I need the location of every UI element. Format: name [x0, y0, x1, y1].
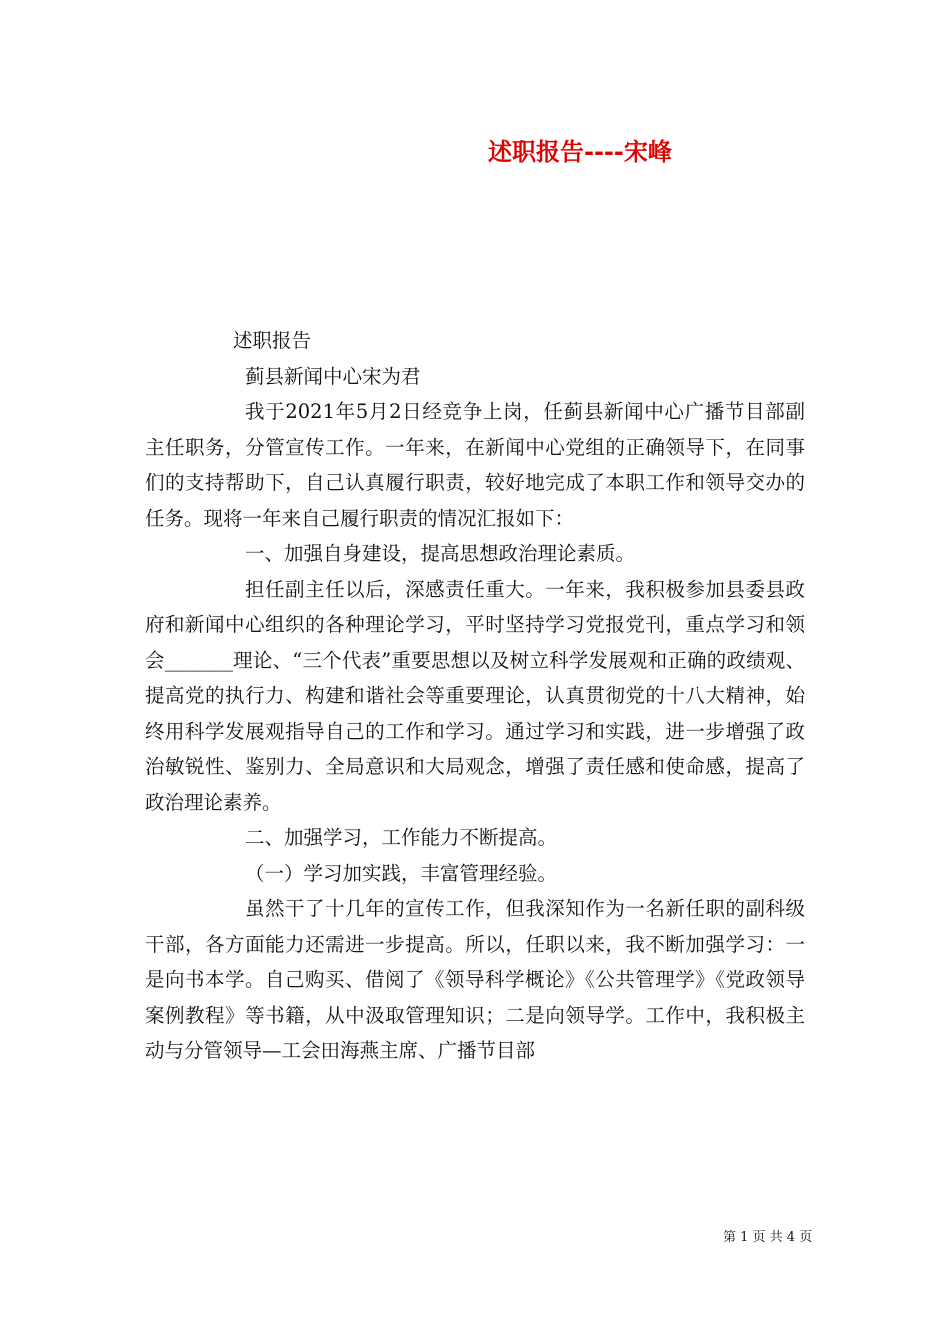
- document-title: 述职报告----宋峰: [488, 138, 672, 166]
- report-heading: 述职报告: [233, 329, 312, 352]
- page-number: 第 1 页 共 4 页: [723, 1230, 813, 1245]
- paragraph-intro: 我于2021年5月2日经竞争上岗，任蓟县新闻中心广播节目部副主任职务，分管宣传工作。一年来，在新闻中心党组的正确领导下，在同事们的支持帮助下，自己认真履行职责，较好地完成了本职工作和领导交办的任务。现将一年来自己履行职责的情况汇报如下：: [145, 400, 805, 530]
- document-body: [145, 323, 805, 1069]
- section-heading-2: 二、加强学习，工作能力不断提高。: [245, 826, 558, 849]
- paragraph-learning: 虽然干了十几年的宣传工作，但我深知作为一名新任职的副科级干部，各方面能力还需进一步提高。所以，任职以来，我不断加强学习：一是向书本学。自己购买、借阅了《领导科学概论》《公共管理学》《党政领导案例教程》等书籍，从中汲取管理知识；二是向领导学。工作中，我积极主动与分管领导—工会田海燕主席、广播节目部: [145, 897, 805, 1062]
- section-heading-1: 一、加强自身建设，提高思想政治理论素质。: [245, 542, 636, 565]
- author-line: 蓟县新闻中心宋为君: [245, 364, 421, 388]
- subsection-heading-1: （一）学习加实践，丰富管理经验。: [245, 861, 558, 885]
- paragraph-theory: 担任副主任以后，深感责任重大。一年来，我积极参加县委县政府和新闻中心组织的各种理论学习，平时坚持学习党报党刊，重点学习和领会_______理论、“三个代表”重要思想以及树立科学发展观和正确的政绩观、提高党的执行力、构建和谐社会等重要理论，认真贯彻党的十八大精神，始终用科学发展观指导自己的工作和学习。通过学习和实践，进一步增强了政治敏锐性、鉴别力、全局意识和大局观念，增强了责任感和使命感，提高了政治理论素养。: [145, 577, 805, 814]
